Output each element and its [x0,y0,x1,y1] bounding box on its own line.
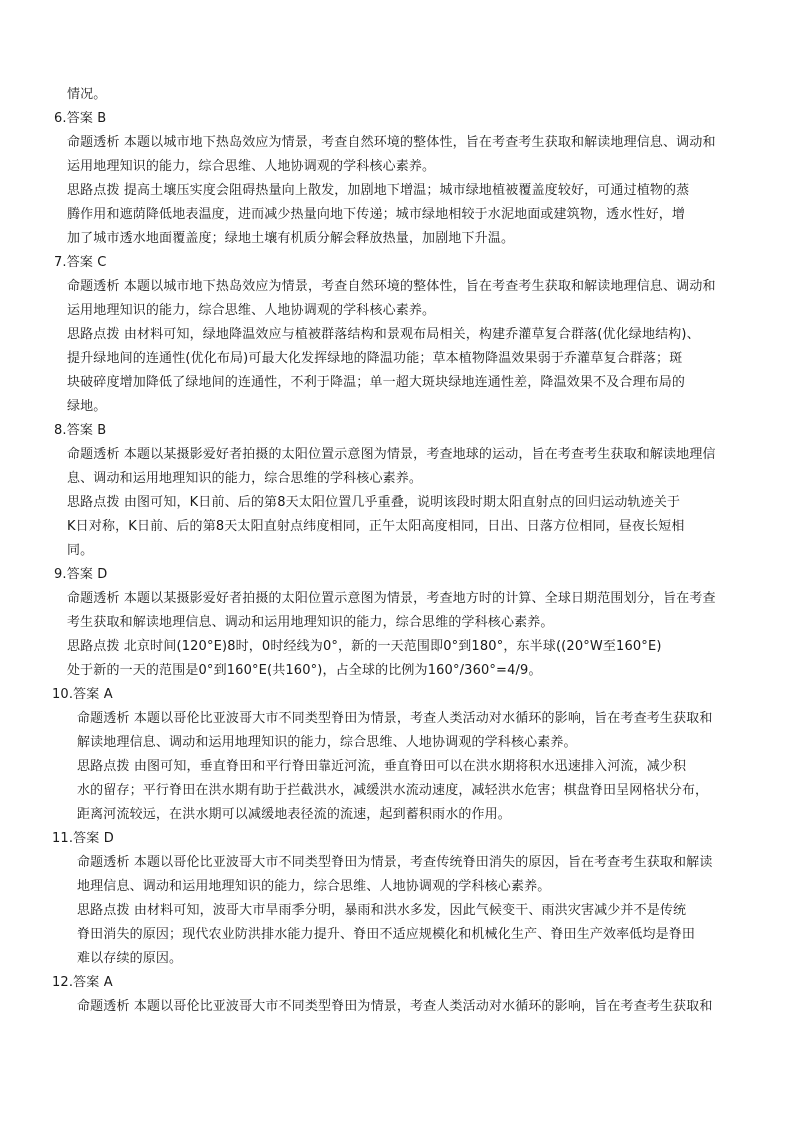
text-line: 命题透析 本题以哥伦比亚波哥大市不同类型脊田为情景，考查人类活动对水循环的影响，旨在考查考生获取和 [77,999,713,1014]
text-line: 命题透析 本题以哥伦比亚波哥大市不同类型脊田为情景，考查人类活动对水循环的影响，旨在考查考生获取和 [77,711,713,726]
text-line: 思路点拨 由材料可知，波哥大市旱雨季分明，暴雨和洪水多发，因此气候变干、雨洪灾害减少并不是传统 [77,903,687,918]
text-line: 同。 [67,543,94,558]
text-line: 命题透析 本题以哥伦比亚波哥大市不同类型脊田为情景，考查传统脊田消失的原因，旨在考查考生获取和解读 [77,855,713,870]
text-line: 命题透析 本题以某摄影爱好者拍摄的太阳位置示意图为情景，考查地方时的计算、全球日期范围划分，旨在考查 [67,591,716,606]
answer-9-heading: 9.答案 D [54,567,108,582]
text-line: K日对称，K日前、后的第8天太阳直射点纬度相同，正午太阳高度相同，日出、日落方位相同，昼夜长短相 [67,519,685,534]
text-line: 解读地理信息、调动和运用地理知识的能力，综合思维、人地协调观的学科核心素养。 [77,735,577,750]
text-line: 考生获取和解读地理信息、调动和运用地理知识的能力，综合思维的学科核心素养。 [67,615,554,630]
text-line: 思路点拨 由图可知，K日前、后的第8天太阳位置几乎重叠，说明该段时期太阳直射点的回归运动轨迹关于 [67,495,681,510]
text-line: 命题透析 本题以城市地下热岛效应为情景，考查自然环境的整体性，旨在考查考生获取和解读地理信息、调动和 [67,135,716,150]
text-line: 运用地理知识的能力，综合思维、人地协调观的学科核心素养。 [67,303,436,318]
text-line: 加了城市透水地面覆盖度；绿地土壤有机质分解会释放热量，加剧地下升温。 [67,231,515,246]
answer-7-heading: 7.答案 C [54,255,107,270]
text-line: 思路点拨 由图可知，垂直脊田和平行脊田靠近河流，垂直脊田可以在洪水期将积水迅速排入河流，减少积 [77,759,687,774]
text-line: 水的留存；平行脊田在洪水期有助于拦截洪水，减缓洪水流动速度，减轻洪水危害；棋盘脊田呈网格状分布， [77,783,709,798]
text-line: 距离河流较远，在洪水期可以减缓地表径流的流速，起到蓄积雨水的作用。 [77,807,511,822]
text-line: 情况。 [67,87,107,102]
answer-11-heading: 11.答案 D [52,831,114,846]
text-line: 处于新的一天的范围是0°到160°E(共160°)，占全球的比例为160°/360°=4/9。 [67,663,542,678]
answer-6-heading: 6.答案 B [54,111,107,126]
text-line: 命题透析 本题以城市地下热岛效应为情景，考查自然环境的整体性，旨在考查考生获取和解读地理信息、调动和 [67,279,716,294]
text-line: 思路点拨 北京时间(120°E)8时，0时经线为0°，新的一天范围即0°到180°，东半球((20°W至160°E) [67,639,662,654]
text-line: 绿地。 [67,399,107,414]
answer-10-heading: 10.答案 A [52,687,113,702]
text-line: 提升绿地间的连通性(优化布局)可最大化发挥绿地的降温功能；草本植物降温效果弱于乔灌草复合群落；斑 [67,351,683,366]
text-line: 思路点拨 提高土壤压实度会阻碍热量向上散发，加剧地下增温；城市绿地植被覆盖度较好，可通过植物的蒸 [67,183,690,198]
text-line: 命题透析 本题以某摄影爱好者拍摄的太阳位置示意图为情景，考查地球的运动，旨在考查考生获取和解读地理信 [67,447,716,462]
text-line: 思路点拨 由材料可知，绿地降温效应与植被群落结构和景观布局相关，构建乔灌草复合群落(优化绿地结构)、 [67,327,700,342]
text-line: 息、调动和运用地理知识的能力，综合思维的学科核心素养。 [67,471,423,486]
text-line: 块破碎度增加降低了绿地间的连通性，不利于降温；单一超大斑块绿地连通性差，降温效果不及合理布局的 [67,375,686,390]
text-line: 地理信息、调动和运用地理知识的能力，综合思维、人地协调观的学科核心素养。 [77,879,551,894]
answer-12-heading: 12.答案 A [52,975,113,990]
text-line: 腾作用和遮荫降低地表温度，进而减少热量向地下传递；城市绿地相较于水泥地面或建筑物，透水性好，增 [67,207,686,222]
text-line: 运用地理知识的能力，综合思维、人地协调观的学科核心素养。 [67,159,436,174]
answer-8-heading: 8.答案 B [54,423,107,438]
text-line: 难以存续的原因。 [77,951,183,966]
text-line: 脊田消失的原因；现代农业防洪排水能力提升、脊田不适应规模化和机械化生产、脊田生产效率低均是脊田 [77,927,696,942]
